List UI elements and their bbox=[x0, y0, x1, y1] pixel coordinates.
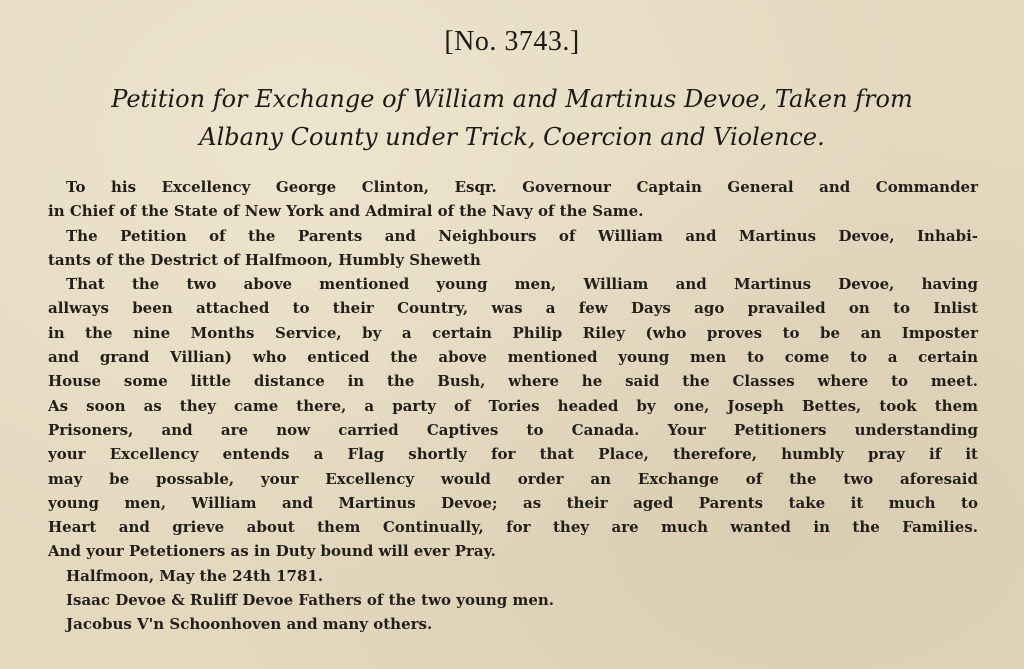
title-line: Albany County under Trick, Coercion and Violence. bbox=[199, 123, 825, 151]
body-line: and grand Villian) who enticed the above mentioned young men to come to a certain bbox=[48, 348, 978, 367]
body-line: Heart and grieve about them Continually, for they are much wanted in the Families. bbox=[48, 518, 978, 537]
body-line: in Chief of the State of New York and Admiral of the Navy of the Same. bbox=[48, 202, 644, 221]
body-line: And your Petetioners as in Duty bound will ever Pray. bbox=[48, 542, 496, 561]
date-line: Halfmoon, May the 24th 1781. bbox=[66, 566, 324, 585]
signature-line: Isaac Devoe & Ruliff Devoe Fathers of the two young men. bbox=[66, 591, 555, 610]
body-line: That the two above mentioned young men, William and Martinus Devoe, having bbox=[66, 275, 978, 294]
body-line: House some little distance in the Bush, where he said the Classes where to meet. bbox=[48, 372, 978, 391]
body-line: your Excellency entends a Flag shortly for that Place, therefore, humbly pray if it bbox=[48, 445, 978, 464]
body-line: tants of the Destrict of Halfmoon, Humbly Sheweth bbox=[48, 250, 481, 269]
title-line: Petition for Exchange of William and Martinus Devoe, Taken from bbox=[111, 85, 913, 113]
petition-title bbox=[20, 80, 1004, 156]
body-line: allways been attached to their Country, was a few Days ago pravailed on to Inlist bbox=[48, 299, 978, 318]
body-line: may be possable, your Excellency would order an Exchange of the two aforesaid bbox=[48, 469, 978, 488]
petition-body bbox=[48, 175, 978, 637]
body-line: young men, William and Martinus Devoe; as their aged Parents take it much to bbox=[48, 493, 978, 512]
body-line: To his Excellency George Clinton, Esqr. Governour Captain General and Commander bbox=[66, 178, 978, 196]
signature-line: Jacobus V'n Schoonhoven and many others. bbox=[66, 615, 433, 634]
body-line: As soon as they came there, a party of Tories headed by one, Joseph Bettes, took them bbox=[48, 396, 978, 415]
body-line: in the nine Months Service, by a certain Philip Riley (who proves to be an Imposter bbox=[48, 323, 978, 342]
document-number: [No. 3743.] bbox=[444, 26, 580, 57]
body-line: Prisoners, and are now carried Captives to Canada. Your Petitioners understanding bbox=[48, 420, 978, 439]
body-line: The Petition of the Parents and Neighbours of William and Martinus Devoe, Inhabi- bbox=[66, 226, 978, 245]
